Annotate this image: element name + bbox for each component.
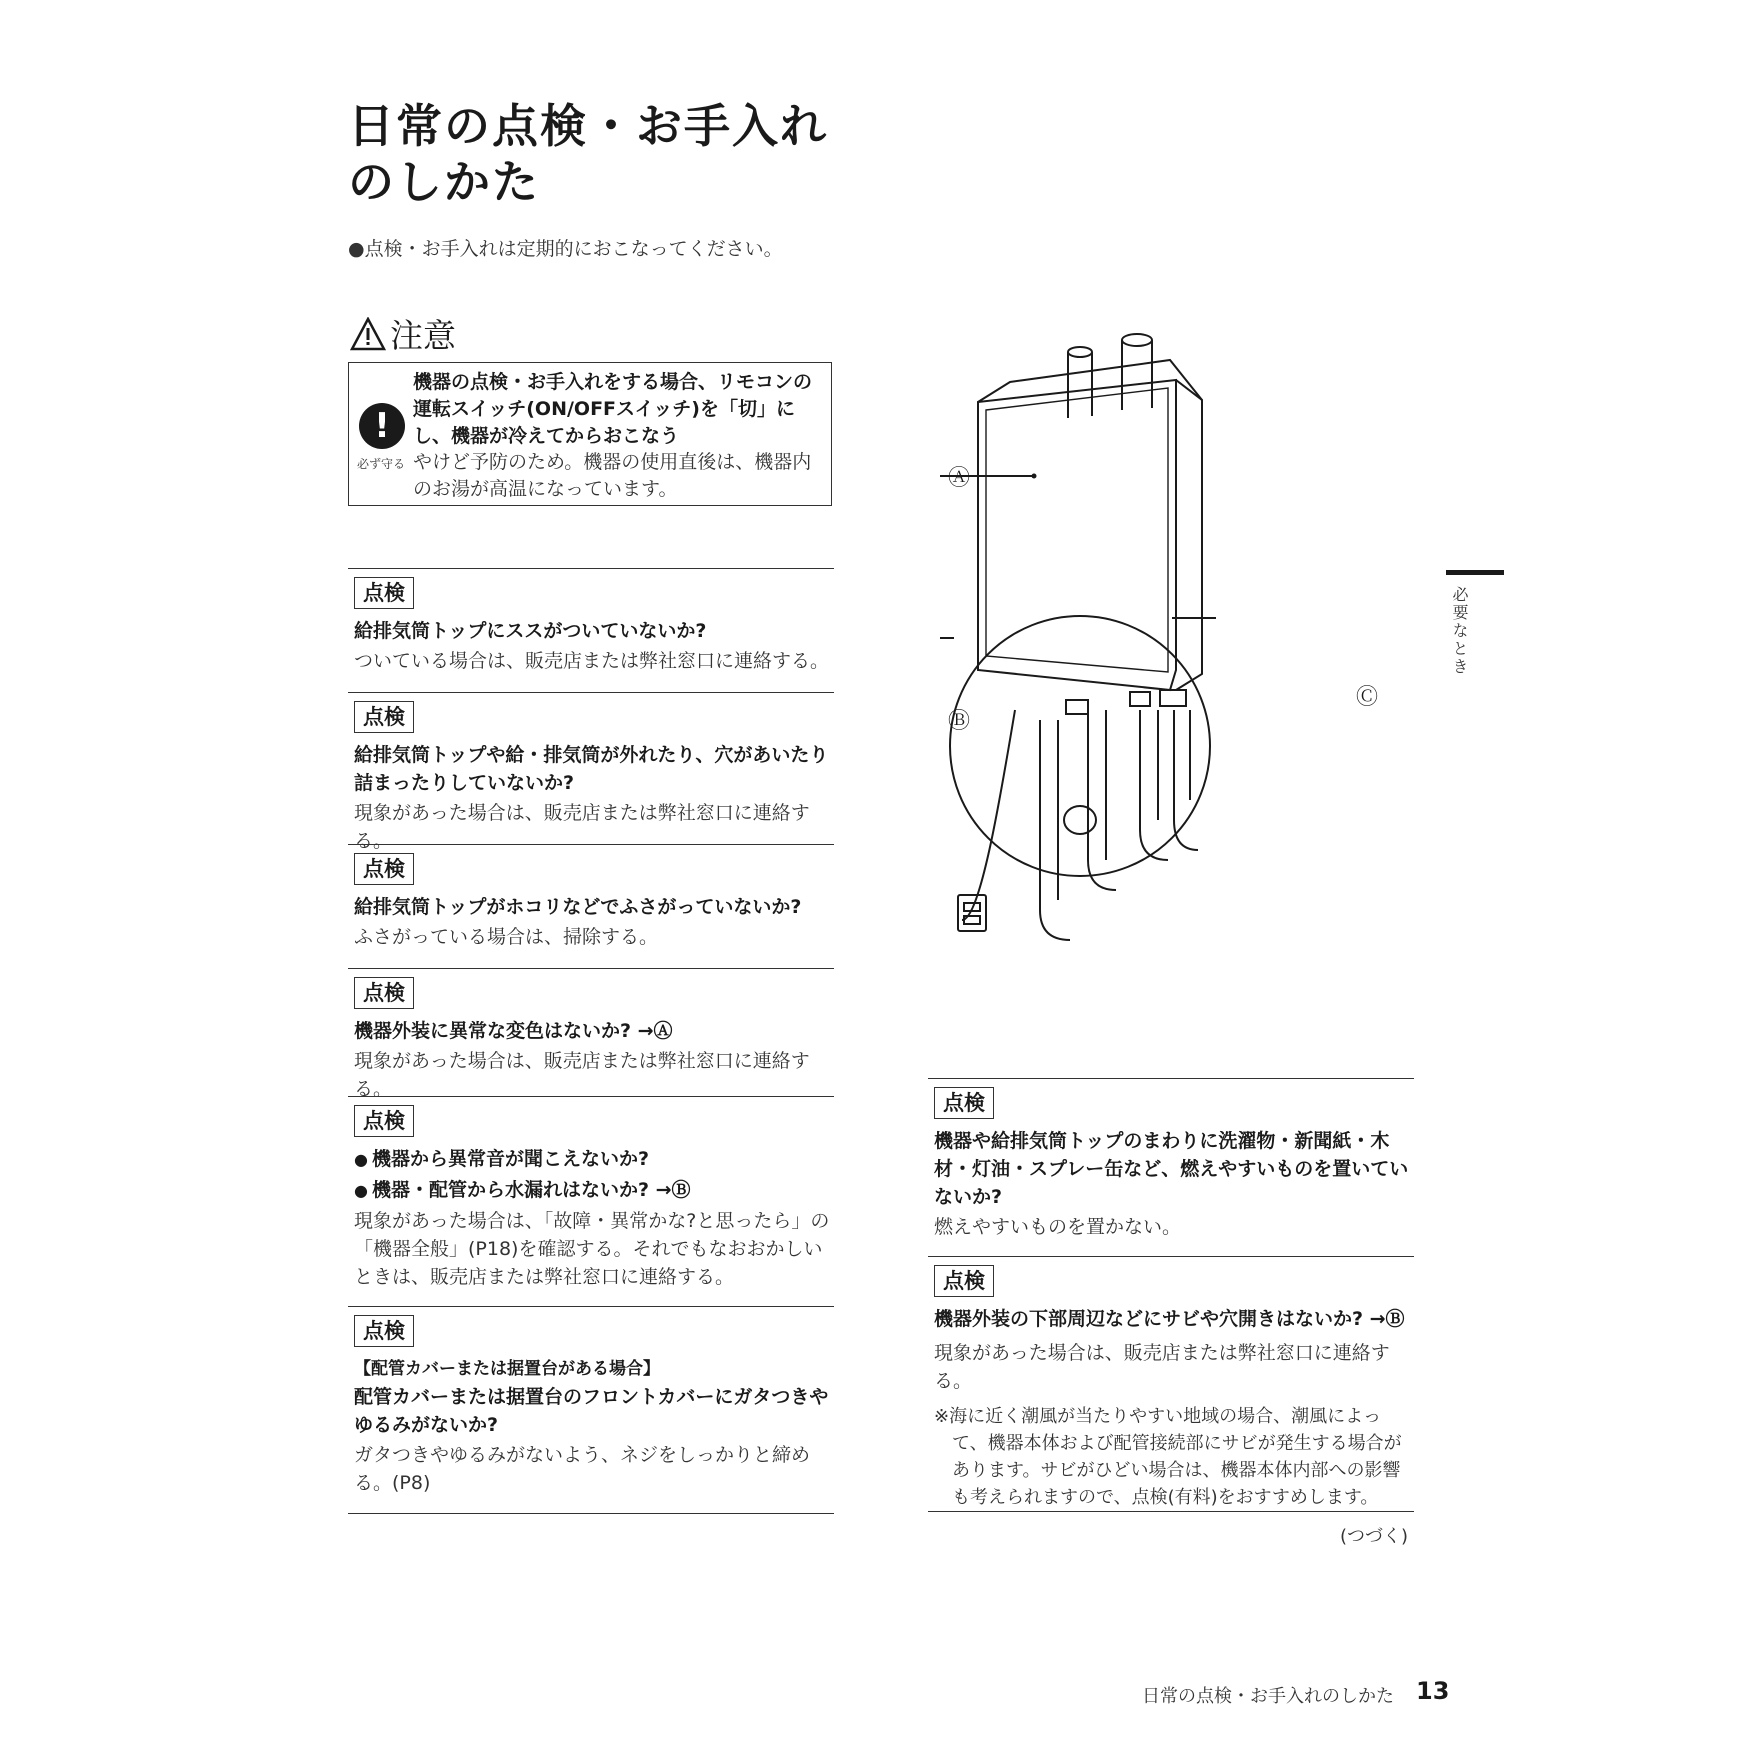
continued-label: (つづく) [1340, 1526, 1409, 1547]
footer-title: 日常の点検・お手入れのしかた [1142, 1686, 1394, 1707]
inspection-tag: 点検 [354, 1315, 414, 1347]
inspection-answer: ガタつきやゆるみがないよう、ネジをしっかりと締める。(P8) [354, 1444, 811, 1494]
caution-box [348, 362, 832, 506]
inspection-section-1 [348, 568, 834, 692]
inspection-answer: 現象があった場合は、「故障・異常かな?と思ったら」の「機器全般」(P18)を確認する。それでもなおおかしいときは、販売店または弊社窓口に連絡する。 [354, 1210, 830, 1288]
inspection-section-6 [348, 1306, 834, 1514]
inspection-tag: 点検 [934, 1087, 994, 1119]
inspection-note: ※海に近く潮風が当たりやすい地域の場合、潮風によって、機器本体および配管接続部にサビが発生する場合があります。サビがひどい場合は、機器本体内部への影響も考えられますので、点検(有料)をおすすめします。 [934, 1406, 1402, 1508]
inspection-bullet: ● 機器・配管から水漏れはないか? →Ⓑ [354, 1176, 834, 1205]
inspection-section-5 [348, 1096, 834, 1306]
inspection-question: 配管カバーまたは据置台のフロントカバーにガタつきやゆるみがないか? [354, 1386, 829, 1436]
page-title: 日常の点検・お手入れのしかた [348, 99, 828, 209]
inspection-tag: 点検 [354, 1105, 414, 1137]
inspection-question: 給排気筒トップにススがついていないか? [354, 620, 707, 642]
caution-heading [350, 310, 456, 357]
label-c: Ⓒ [1356, 685, 1379, 710]
intro-text: ●点検・お手入れは定期的におこなってください。 [348, 238, 783, 260]
exclamation-icon: ! [359, 403, 405, 449]
water-heater-illustration [940, 300, 1440, 980]
inspection-answer: ついている場合は、販売店または弊社窓口に連絡する。 [354, 650, 830, 672]
caution-heading-text: 注意 [390, 316, 456, 355]
label-b: Ⓑ [948, 709, 971, 734]
caution-sub-text: やけど予防のため。機器の使用直後は、機器内のお湯が高温になっています。 [413, 451, 812, 500]
warning-triangle-icon [350, 317, 386, 351]
inspection-section-3 [348, 844, 834, 968]
inspection-section-8 [928, 1256, 1414, 1512]
caution-icon-label: 必ず守る [357, 457, 406, 471]
inspection-tag: 点検 [354, 853, 414, 885]
inspection-tag: 点検 [354, 977, 414, 1009]
inspection-tag: 点検 [354, 701, 414, 733]
inspection-answer: 燃えやすいものを置かない。 [934, 1216, 1182, 1238]
inspection-tag: 点検 [354, 577, 414, 609]
caution-main-text: 機器の点検・お手入れをする場合、リモコンの運転スイッチ(ON/OFFスイッチ)を「切」にし、機器が冷えてからおこなう [413, 371, 813, 447]
inspection-question: 機器外装に異常な変色はないか? →Ⓐ [354, 1020, 673, 1042]
inspection-section-2 [348, 692, 834, 852]
inspection-question: 給排気筒トップがホコリなどでふさがっていないか? [354, 896, 802, 918]
inspection-question: 機器や給排気筒トップのまわりに洗濯物・新聞紙・木材・灯油・スプレー缶など、燃えやすいものを置いていないか? [934, 1130, 1409, 1208]
page-number: 13 [1416, 1677, 1450, 1705]
inspection-answer: ふさがっている場合は、掃除する。 [354, 926, 659, 948]
inspection-section-4 [348, 968, 834, 1100]
inspection-answer: 現象があった場合は、販売店または弊社窓口に連絡する。 [354, 802, 810, 852]
side-tab-label: 必要なとき [1450, 586, 1469, 676]
side-tab-bar [1446, 570, 1504, 575]
inspection-question: 給排気筒トップや給・排気筒が外れたり、穴があいたり詰まったりしていないか? [354, 744, 829, 794]
label-a: Ⓐ [948, 466, 971, 491]
inspection-answer: 現象があった場合は、販売店または弊社窓口に連絡する。 [354, 1050, 810, 1100]
inspection-bullet: ● 機器から異常音が聞こえないか? [354, 1145, 834, 1174]
inspection-tag: 点検 [934, 1265, 994, 1297]
inspection-answer: 現象があった場合は、販売店または弊社窓口に連絡する。 [934, 1342, 1390, 1392]
inspection-section-7 [928, 1078, 1414, 1256]
inspection-subhead: 【配管カバーまたは据置台がある場合】 [354, 1359, 660, 1379]
inspection-question: 機器外装の下部周辺などにサビや穴開きはないか? →Ⓑ [934, 1308, 1405, 1330]
